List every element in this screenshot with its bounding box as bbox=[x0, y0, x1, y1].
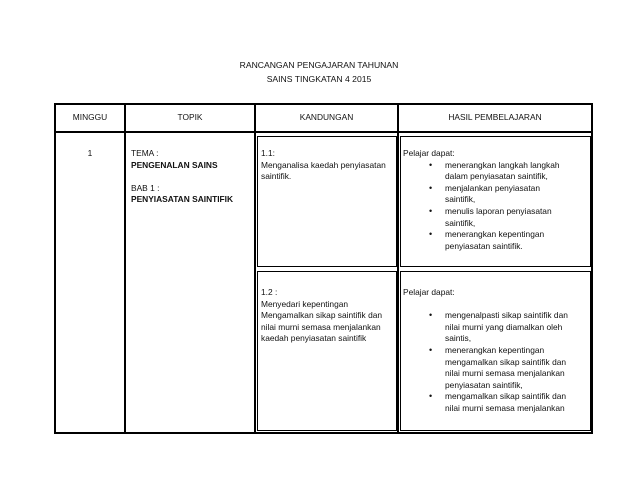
outcome-item: • mengenalpasti sikap saintifik dan nilai murni yang diamalkan oleh saintis, bbox=[425, 310, 589, 345]
content-line: Menganalisa kaedah penyiasatan bbox=[261, 159, 386, 170]
outcome-intro: Pelajar dapat: bbox=[403, 287, 455, 297]
title-line-1: RANCANGAN PENGAJARAN TAHUNAN bbox=[239, 60, 399, 70]
outcome-1-1 bbox=[403, 148, 589, 252]
tema-label: TEMA : bbox=[131, 148, 159, 158]
outcome-list bbox=[425, 310, 589, 414]
outcome-item: • menulis laporan penyiasatan saintifik, bbox=[425, 206, 589, 229]
bab-label: BAB 1 : bbox=[131, 182, 160, 193]
content-line: kaedah penyiasatan saintifik bbox=[261, 333, 367, 344]
topic-cell bbox=[131, 148, 253, 206]
content-line: nilai murni semasa menjalankan bbox=[261, 321, 381, 332]
content-line: saintifik. bbox=[261, 171, 292, 182]
content-line: Mengamalkan sikap saintifik dan bbox=[261, 310, 383, 321]
bab-value: PENYIASATAN SAINTIFIK bbox=[131, 194, 234, 205]
outcome-1-2 bbox=[403, 287, 589, 415]
week-number: 1 bbox=[87, 148, 93, 158]
outcome-item: • mengamalkan sikap saintifik dan nilai murni semasa menjalankan bbox=[425, 391, 589, 414]
outcome-item: • menerangkan kepentingan penyiasatan saintifik. bbox=[425, 229, 589, 252]
outcome-intro: Pelajar dapat: bbox=[403, 148, 455, 158]
column-divider bbox=[254, 103, 256, 434]
content-code: 1.1: bbox=[261, 148, 275, 158]
content-code: 1.2 : bbox=[261, 287, 278, 297]
content-1-2 bbox=[261, 287, 395, 345]
content-1-1 bbox=[261, 148, 395, 183]
outcome-item: • menerangkan kepentingan mengamalkan sikap saintifik dan nilai murni semasa menjalankan penyiasatan saintifik, bbox=[425, 345, 589, 391]
header-hasil-pembelajaran: HASIL PEMBELAJARAN bbox=[448, 112, 542, 123]
header-kandungan: KANDUNGAN bbox=[299, 112, 354, 123]
column-divider bbox=[124, 103, 126, 434]
outcome-item: • menjalankan penyiasatan saintifik, bbox=[425, 183, 589, 206]
document-title bbox=[0, 58, 638, 86]
outcome-list bbox=[425, 160, 589, 253]
title-line-2: SAINS TINGKATAN 4 2015 bbox=[266, 74, 372, 84]
outcome-item: • menerangkan langkah langkah dalam penyiasatan saintifik, bbox=[425, 160, 589, 183]
header-topik: TOPIK bbox=[177, 112, 203, 123]
content-line: Menyedari kepentingan bbox=[261, 298, 349, 309]
column-divider bbox=[397, 103, 399, 434]
header-divider bbox=[54, 131, 593, 133]
header-minggu: MINGGU bbox=[72, 112, 108, 123]
tema-value: PENGENALAN SAINS bbox=[131, 159, 218, 170]
